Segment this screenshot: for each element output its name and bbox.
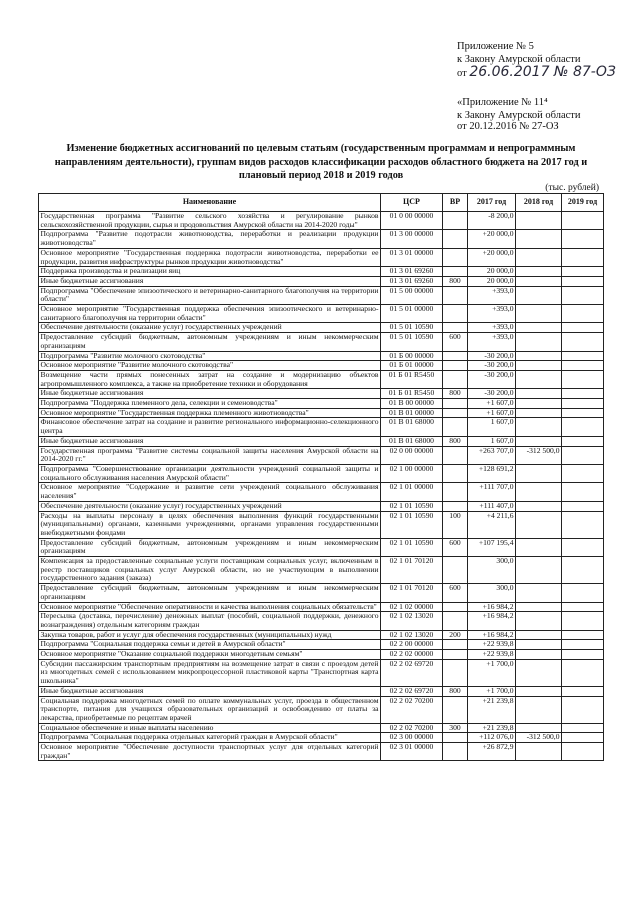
cell-y2017: +111 407,0 <box>468 501 516 511</box>
cell-y2018 <box>516 248 562 266</box>
cell-name: Иные бюджетные ассигнования <box>39 276 381 286</box>
cell-y2019 <box>562 602 604 612</box>
cell-y2019 <box>562 630 604 640</box>
cell-y2019 <box>562 733 604 743</box>
cell-name: Основное мероприятие "Развитие молочного скотоводства" <box>39 361 381 371</box>
cell-vr <box>443 650 468 660</box>
cell-csr: 01 3 01 69260 <box>381 267 443 277</box>
cell-vr <box>443 418 468 436</box>
table-row <box>39 501 604 511</box>
cell-y2018 <box>516 723 562 733</box>
table-row <box>39 389 604 399</box>
table-header <box>39 194 604 212</box>
cell-csr: 01 В 00 00000 <box>381 399 443 409</box>
cell-y2019 <box>562 612 604 630</box>
cell-y2019 <box>562 305 604 323</box>
cell-csr: 02 1 01 10590 <box>381 501 443 511</box>
cell-y2018 <box>516 602 562 612</box>
cell-vr: 600 <box>443 538 468 556</box>
cell-y2018 <box>516 389 562 399</box>
col-2018: 2018 год <box>516 194 562 212</box>
cell-name: Социальное обеспечение и иные выплаты населению <box>39 723 381 733</box>
cell-y2018 <box>516 276 562 286</box>
col-2019: 2019 год <box>562 194 604 212</box>
cell-y2018 <box>516 323 562 333</box>
cell-name: Подпрограмма "Совершенствование организации деятельности учреждений социальной защиты и социального обслуживания населения Амурской области" <box>40 464 379 482</box>
cell-y2017: -30 200,0 <box>468 361 516 371</box>
cell-y2019 <box>562 286 604 304</box>
cell-csr: 02 0 00 00000 <box>381 446 443 464</box>
table-row <box>39 650 604 660</box>
cell-name: Закупка товаров, работ и услуг для обеспечения государственных (муниципальных) нужд <box>39 630 381 640</box>
cell-vr <box>443 733 468 743</box>
cell-y2019 <box>562 696 604 723</box>
cell-name: Подпрограмма "Развитие молочного скотоводства" <box>39 351 381 361</box>
cell-y2017: +16 984,2 <box>468 602 516 612</box>
cell-y2017: +128 691,2 <box>468 464 516 482</box>
cell-csr: 01 Б 01 R5450 <box>381 370 443 388</box>
cell-csr: 02 1 02 00000 <box>381 602 443 612</box>
cell-y2019 <box>562 538 604 556</box>
cell-y2019 <box>562 743 604 761</box>
cell-csr: 01 В 01 68000 <box>381 436 443 446</box>
cell-name: Подпрограмма "Развитие подотрасли животноводства, переработки и реализации продукции животноводства" <box>40 229 379 248</box>
cell-csr: 01 Б 00 00000 <box>381 351 443 361</box>
cell-vr <box>443 743 468 761</box>
cell-csr: 02 1 01 10590 <box>381 511 443 538</box>
cell-vr: 800 <box>443 276 468 286</box>
cell-csr: 02 2 02 69720 <box>381 659 443 686</box>
cell-y2018 <box>516 212 562 230</box>
table-row <box>39 584 604 602</box>
cell-y2019 <box>562 370 604 388</box>
table-row <box>39 408 604 418</box>
table-row <box>39 230 604 248</box>
cell-csr: 01 В 01 00000 <box>381 408 443 418</box>
table-row <box>39 351 604 361</box>
cell-vr: 800 <box>443 436 468 446</box>
cell-y2019 <box>562 464 604 482</box>
law-reference: к Закону Амурской области <box>457 54 581 65</box>
table-row <box>39 733 604 743</box>
cell-y2017: 1 607,0 <box>468 418 516 436</box>
cell-vr <box>443 446 468 464</box>
cell-y2019 <box>562 351 604 361</box>
cell-y2019 <box>562 248 604 266</box>
cell-vr <box>443 267 468 277</box>
table-row <box>39 511 604 538</box>
cell-csr: 02 1 02 13020 <box>381 612 443 630</box>
cell-y2018 <box>516 464 562 482</box>
law-date-line <box>457 66 616 80</box>
cell-vr: 100 <box>443 511 468 538</box>
table-row <box>39 446 604 464</box>
cell-y2017: -8 200,0 <box>468 212 516 230</box>
cell-y2017: +393,0 <box>468 286 516 304</box>
cell-y2018 <box>516 370 562 388</box>
cell-vr: 200 <box>443 630 468 640</box>
cell-y2018 <box>516 511 562 538</box>
cell-y2019 <box>562 408 604 418</box>
cell-csr: 01 5 01 10590 <box>381 333 443 351</box>
cell-y2017: +393,0 <box>468 333 516 351</box>
cell-y2017: +263 707,0 <box>468 446 516 464</box>
cell-name: Подпрограмма "Обеспечение эпизоотического и ветеринарно-санитарного благополучия на территории области" <box>40 286 379 304</box>
cell-y2019 <box>562 389 604 399</box>
cell-y2017: +1 607,0 <box>468 408 516 418</box>
handwritten-date-number: 26.06.2017 № 87-ОЗ <box>469 64 616 80</box>
table-row <box>39 323 604 333</box>
cell-name: Иные бюджетные ассигнования <box>39 389 381 399</box>
table-row <box>39 723 604 733</box>
cell-name: Основное мероприятие "Государственная поддержка племенного животноводства" <box>39 408 381 418</box>
cell-y2018: -312 500,0 <box>516 733 562 743</box>
cell-csr: 01 3 00 00000 <box>381 230 443 248</box>
col-vr: ВР <box>443 194 468 212</box>
cell-y2018 <box>516 650 562 660</box>
cell-name: Предоставление субсидий бюджетным, автономным учреждениям и иным некоммерческим организациям <box>40 583 379 601</box>
table-row <box>39 743 604 761</box>
cell-name: Подпрограмма "Социальная поддержка отдельных категорий граждан в Амурской области" <box>39 733 381 743</box>
cell-y2019 <box>562 557 604 584</box>
cell-y2018 <box>516 612 562 630</box>
cell-csr: 01 3 01 69260 <box>381 276 443 286</box>
cell-y2018 <box>516 351 562 361</box>
cell-y2017: 300,0 <box>468 557 516 584</box>
cell-csr: 02 1 02 13020 <box>381 630 443 640</box>
table-row <box>39 436 604 446</box>
cell-csr: 01 3 01 00000 <box>381 248 443 266</box>
law2-reference: к Закону Амурской области <box>457 110 581 121</box>
cell-y2017: +16 984,2 <box>468 630 516 640</box>
cell-name: Иные бюджетные ассигнования <box>39 686 381 696</box>
cell-vr <box>443 361 468 371</box>
cell-y2017: +20 000,0 <box>468 230 516 248</box>
cell-vr <box>443 612 468 630</box>
cell-y2019 <box>562 267 604 277</box>
cell-y2017: +1 700,0 <box>468 659 516 686</box>
cell-y2017: +393,0 <box>468 305 516 323</box>
cell-y2019 <box>562 501 604 511</box>
table-row <box>39 686 604 696</box>
cell-y2018 <box>516 659 562 686</box>
cell-y2019 <box>562 659 604 686</box>
cell-y2017: -30 200,0 <box>468 351 516 361</box>
cell-y2019 <box>562 723 604 733</box>
table-body <box>39 212 604 761</box>
appendix2-label: «Приложение № 11⁴ <box>457 97 548 108</box>
cell-y2018 <box>516 418 562 436</box>
cell-vr <box>443 501 468 511</box>
cell-vr <box>443 408 468 418</box>
cell-vr <box>443 399 468 409</box>
cell-y2018 <box>516 408 562 418</box>
cell-vr <box>443 640 468 650</box>
cell-vr <box>443 696 468 723</box>
table-row <box>39 370 604 388</box>
cell-y2019 <box>562 446 604 464</box>
cell-y2019 <box>562 230 604 248</box>
cell-csr: 01 5 01 10590 <box>381 323 443 333</box>
cell-name: Иные бюджетные ассигнования <box>39 436 381 446</box>
cell-y2017: 20 000,0 <box>468 276 516 286</box>
cell-y2018 <box>516 267 562 277</box>
cell-y2019 <box>562 686 604 696</box>
cell-y2018 <box>516 286 562 304</box>
cell-y2019 <box>562 276 604 286</box>
table-row <box>39 640 604 650</box>
cell-y2017: +22 939,8 <box>468 640 516 650</box>
cell-csr: 02 3 01 00000 <box>381 743 443 761</box>
cell-y2017: +21 239,8 <box>468 696 516 723</box>
cell-y2019 <box>562 399 604 409</box>
cell-y2019 <box>562 436 604 446</box>
cell-vr <box>443 212 468 230</box>
table-row <box>39 248 604 266</box>
cell-csr: 02 3 00 00000 <box>381 733 443 743</box>
cell-y2017: 300,0 <box>468 584 516 602</box>
cell-name: Возмещение части прямых понесенных затрат на создание и модернизацию объектов агропромышленного комплекса, а также на приобретение техники и оборудования <box>40 370 379 388</box>
cell-vr <box>443 351 468 361</box>
cell-y2017: +16 984,2 <box>468 612 516 630</box>
cell-name: Основное мероприятие "Обеспечение оперативности и качества выполнения социальных обязательств" <box>39 602 381 612</box>
cell-y2018 <box>516 538 562 556</box>
cell-csr: 02 1 01 00000 <box>381 483 443 501</box>
table-row <box>39 361 604 371</box>
cell-vr <box>443 483 468 501</box>
cell-csr: 01 Б 01 R5450 <box>381 389 443 399</box>
cell-name: Субсидии пассажирским транспортным предприятиям на возмещение затрат в связи с проездом детей из многодетных семей с использованием микропроцессорной пластиковой карты "Транспортная карта школьника" <box>40 659 379 686</box>
table-row <box>39 557 604 584</box>
cell-y2017: +1 607,0 <box>468 399 516 409</box>
cell-csr: 02 2 02 70200 <box>381 723 443 733</box>
cell-y2017: +1 700,0 <box>468 686 516 696</box>
cell-csr: 01 5 01 00000 <box>381 305 443 323</box>
cell-name: Основное мероприятие "Оказание социальной поддержки многодетным семьям" <box>39 650 381 660</box>
cell-vr <box>443 286 468 304</box>
cell-y2018 <box>516 584 562 602</box>
cell-csr: 01 В 01 68000 <box>381 418 443 436</box>
cell-y2018 <box>516 230 562 248</box>
cell-name: Социальная поддержка многодетных семей по оплате коммунальных услуг, проезда в общественном транспорте, питания для учащихся образовательных организаций и освобождению от платы за лекарства, приобретаемые по рецептам врачей <box>40 696 379 722</box>
from-prefix: от <box>457 68 467 79</box>
cell-vr <box>443 557 468 584</box>
cell-vr <box>443 602 468 612</box>
cell-name: Предоставление субсидий бюджетным, автономным учреждениям и иным некоммерческим организациям <box>40 332 379 350</box>
cell-y2017: +20 000,0 <box>468 248 516 266</box>
cell-y2018 <box>516 483 562 501</box>
cell-name: Подпрограмма "Социальная поддержка семьи и детей в Амурской области" <box>39 640 381 650</box>
cell-csr: 02 2 02 00000 <box>381 650 443 660</box>
cell-y2018 <box>516 305 562 323</box>
cell-y2019 <box>562 418 604 436</box>
table-row <box>39 538 604 556</box>
cell-vr <box>443 248 468 266</box>
table-row <box>39 630 604 640</box>
cell-y2019 <box>562 511 604 538</box>
document-title: Изменение бюджетных ассигнований по целевым статьям (государственным программам и непрограммным направлениям деятельности), группам видов расходов классификации расходов областного бюджета на 2017 год и плановый период 2018 и 2019 годов <box>54 143 588 181</box>
cell-y2017: 20 000,0 <box>468 267 516 277</box>
cell-name: Подпрограмма "Поддержка племенного дела, селекции и семеноводства" <box>39 399 381 409</box>
cell-csr: 01 0 00 00000 <box>381 212 443 230</box>
cell-csr: 02 1 01 70120 <box>381 584 443 602</box>
col-2017: 2017 год <box>468 194 516 212</box>
table-row <box>39 418 604 436</box>
table-row <box>39 659 604 686</box>
table-row <box>39 483 604 501</box>
cell-y2018 <box>516 333 562 351</box>
cell-vr <box>443 464 468 482</box>
law2-date: от 20.12.2016 № 27-ОЗ <box>457 121 559 132</box>
cell-y2019 <box>562 212 604 230</box>
cell-name: Государственная программа "Развитие системы социальной защиты населения Амурской области на 2014-2020 гг." <box>40 446 379 464</box>
cell-vr: 600 <box>443 584 468 602</box>
cell-y2017: 1 607,0 <box>468 436 516 446</box>
cell-vr <box>443 323 468 333</box>
cell-y2017: -30 200,0 <box>468 370 516 388</box>
cell-y2019 <box>562 333 604 351</box>
cell-csr: 01 Б 01 00000 <box>381 361 443 371</box>
cell-vr <box>443 305 468 323</box>
appendix-label: Приложение № 5 <box>457 41 534 52</box>
cell-y2018 <box>516 501 562 511</box>
cell-vr <box>443 659 468 686</box>
cell-y2017: +22 939,8 <box>468 650 516 660</box>
units-label: (тыс. рублей) <box>545 183 599 193</box>
cell-y2018 <box>516 436 562 446</box>
cell-y2018: -312 500,0 <box>516 446 562 464</box>
cell-y2019 <box>562 650 604 660</box>
cell-vr <box>443 230 468 248</box>
cell-name: Обеспечение деятельности (оказание услуг) государственных учреждений <box>39 501 381 511</box>
cell-vr: 300 <box>443 723 468 733</box>
cell-name: Предоставление субсидий бюджетным, автономным учреждениям и иным некоммерческим организациям <box>40 538 379 556</box>
cell-name: Основное мероприятие "Обеспечение доступности транспортных услуг для отдельных категорий граждан" <box>40 742 379 760</box>
cell-y2019 <box>562 483 604 501</box>
cell-y2017: +26 872,9 <box>468 743 516 761</box>
cell-y2019 <box>562 640 604 650</box>
cell-y2018 <box>516 686 562 696</box>
table-row <box>39 286 604 304</box>
cell-csr: 01 5 00 00000 <box>381 286 443 304</box>
cell-vr: 800 <box>443 686 468 696</box>
table-row <box>39 464 604 482</box>
cell-csr: 02 1 00 00000 <box>381 464 443 482</box>
cell-name: Расходы на выплаты персоналу в целях обеспечения выполнения функций государственными (муниципальными) органами, казенными учреждениями, органами управления государственными внебюджетными фондами <box>40 511 379 537</box>
cell-y2018 <box>516 557 562 584</box>
cell-name: Обеспечение деятельности (оказание услуг) государственных учреждений <box>39 323 381 333</box>
cell-name: Финансовое обеспечение затрат на создание и развитие регионального информационно-селекционного центра <box>40 417 379 436</box>
table-row <box>39 399 604 409</box>
cell-y2017: +21 239,8 <box>468 723 516 733</box>
cell-y2019 <box>562 323 604 333</box>
cell-y2017: -30 200,0 <box>468 389 516 399</box>
table-row <box>39 212 604 230</box>
cell-y2017: +111 707,0 <box>468 483 516 501</box>
table-row <box>39 696 604 723</box>
cell-name: Основное мероприятие "Государственная поддержка обеспечения эпизоотического и ветеринарно-санитарного благополучия на территории области" <box>40 304 379 322</box>
cell-csr: 02 1 01 10590 <box>381 538 443 556</box>
cell-y2017: +107 195,4 <box>468 538 516 556</box>
table-row <box>39 267 604 277</box>
cell-y2018 <box>516 696 562 723</box>
table-row <box>39 602 604 612</box>
col-csr: ЦСР <box>381 194 443 212</box>
cell-y2017: +112 076,0 <box>468 733 516 743</box>
cell-y2018 <box>516 399 562 409</box>
col-name: Наименование <box>39 194 381 212</box>
cell-y2017: +393,0 <box>468 323 516 333</box>
cell-csr: 02 2 02 69720 <box>381 686 443 696</box>
cell-vr: 800 <box>443 389 468 399</box>
cell-csr: 02 1 01 70120 <box>381 557 443 584</box>
cell-y2018 <box>516 630 562 640</box>
table-row <box>39 333 604 351</box>
cell-y2018 <box>516 743 562 761</box>
budget-table <box>38 193 604 761</box>
cell-y2017: +4 211,6 <box>468 511 516 538</box>
table-row <box>39 276 604 286</box>
cell-y2018 <box>516 640 562 650</box>
cell-name: Государственная программа "Развитие сельского хозяйства и регулирование рынков сельскохозяйственной продукции, сырья и продовольствия Амурской области на 2014-2020 годы" <box>40 211 379 229</box>
cell-name: Основное мероприятие "Содержание и развитие сети учреждений социального обслуживания населения" <box>40 482 379 501</box>
cell-name: Поддержка производства и реализации яиц <box>39 267 381 277</box>
cell-name: Пересылка (доставка, перечисление) денежных выплат (пособий, социальной поддержки, денежного вознаграждения) отдельным категориям граждан <box>40 611 379 629</box>
cell-name: Компенсация за предоставленные социальные услуги поставщикам социальных услуг, включенным в реестр поставщиков социальных услуг Амурской области, но не участвующим в выполнении государственного задания (заказа) <box>40 556 379 583</box>
cell-y2019 <box>562 361 604 371</box>
cell-y2019 <box>562 584 604 602</box>
table-row <box>39 305 604 323</box>
cell-vr: 600 <box>443 333 468 351</box>
cell-y2018 <box>516 361 562 371</box>
table-row <box>39 612 604 630</box>
cell-name: Основное мероприятие "Государственная поддержка подотрасли животноводства, переработки ее продукции, развития инфраструктуры рынков продукции животноводства" <box>40 248 379 266</box>
cell-csr: 02 2 00 00000 <box>381 640 443 650</box>
cell-vr <box>443 370 468 388</box>
cell-csr: 02 2 02 70200 <box>381 696 443 723</box>
